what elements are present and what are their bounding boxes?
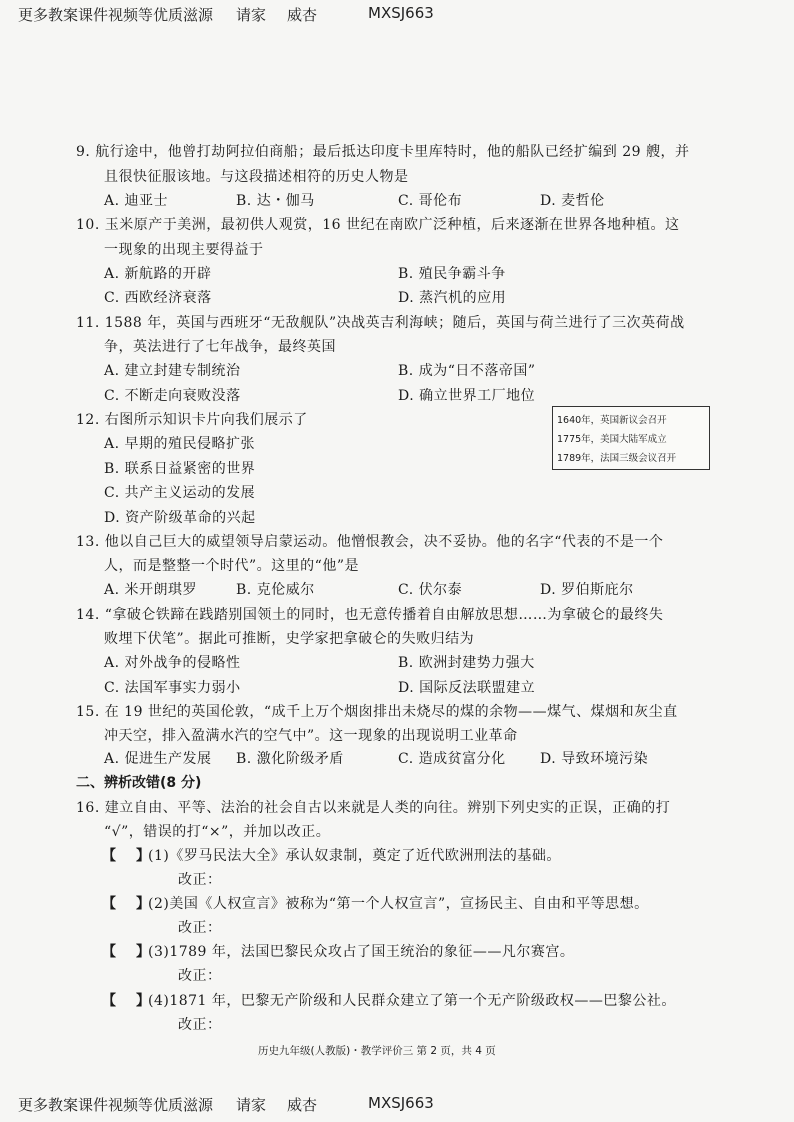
card-line-1: 1640年，英国新议会召开 (557, 415, 667, 426)
question-14-line-2: 败埋下伏笔”。据此可推断，史学家把拿破仑的失败归结为 (104, 631, 475, 647)
q14-option-a: A. 对外战争的侵略性 (104, 655, 241, 671)
q13-option-b: B. 克伦威尔 (236, 582, 315, 598)
banner-name: 威杏 (287, 1096, 318, 1114)
q9-option-d: D. 麦哲伦 (540, 193, 605, 209)
question-13-line-2: 人，而是整整一个时代”。这里的“他”是 (104, 558, 359, 574)
answer-bracket-open-2[interactable]: 【 (102, 896, 117, 912)
question-16-line-2: “√”，错误的打“×”，并加以改正。 (104, 824, 331, 840)
q11-option-b: B. 成为“日不落帝国” (398, 363, 536, 379)
question-16-line-1: 16. 建立自由、平等、法治的社会自古以来就是人类的向往。辨别下列史实的正误，正确的打 (76, 800, 671, 816)
banner-invite: 请家 (236, 1096, 267, 1114)
q11-option-d: D. 确立世界工厂地位 (398, 388, 536, 404)
question-10-line-1: 10. 玉米原产于美洲，最初供人观赏，16 世纪在南欧广泛种植，后来逐渐在世界各地种植。这 (76, 217, 680, 233)
statement-2: (2)美国《人权宣言》被称为“第一个人权宣言”，宣扬民主、自由和平等思想。 (148, 896, 649, 912)
statement-1: (1)《罗马民法大全》承认奴隶制，奠定了近代欧洲刑法的基础。 (148, 848, 561, 864)
banner-text: 更多教案课件视频等优质滋源 (18, 6, 214, 24)
q9-option-c: C. 哥伦布 (398, 193, 463, 209)
card-line-3: 1789年，法国三级会议召开 (557, 453, 677, 464)
statement-3: (3)1789 年，法国巴黎民众攻占了国王统治的象征——凡尔赛宫。 (148, 944, 575, 960)
q9-option-b: B. 达・伽马 (236, 193, 315, 209)
question-9-line-2: 且很快征服该地。与这段描述相符的历史人物是 (104, 169, 409, 185)
question-12-line-1: 12. 右图所示知识卡片向我们展示了 (76, 412, 308, 428)
q15-option-a: A. 促进生产发展 (104, 751, 212, 767)
question-15-line-2: 冲天空，排入盈满水汽的空气中”。这一现象的出现说明工业革命 (104, 728, 518, 744)
q10-option-c: C. 西欧经济衰落 (104, 290, 212, 306)
q13-option-d: D. 罗伯斯庇尔 (540, 582, 634, 598)
q14-option-c: C. 法国军事实力弱小 (104, 680, 241, 696)
question-9-line-1: 9. 航行途中，他曾打劫阿拉伯商船；最后抵达印度卡里库特时，他的船队已经扩编到 29 艘，并 (76, 144, 690, 160)
q12-option-d: D. 资产阶级革命的兴起 (104, 510, 256, 526)
q15-option-b: B. 激化阶级矛盾 (236, 751, 344, 767)
q14-option-b: B. 欧洲封建势力强大 (398, 655, 535, 671)
statement-4: (4)1871 年，巴黎无产阶级和人民群众建立了第一个无产阶级政权——巴黎公社。 (148, 993, 676, 1009)
answer-bracket-open-1[interactable]: 【 (102, 848, 117, 864)
card-line-2: 1775年，美国大陆军成立 (557, 434, 667, 445)
q12-option-a: A. 早期的殖民侵略扩张 (104, 436, 256, 452)
q13-option-a: A. 米开朗琪罗 (104, 582, 198, 598)
knowledge-card (552, 406, 710, 470)
correction-label-4: 改正： (178, 1017, 222, 1033)
banner-text: 更多教案课件视频等优质滋源 (18, 1096, 214, 1114)
q13-option-c: C. 伏尔泰 (398, 582, 463, 598)
q12-option-b: B. 联系日益紧密的世界 (104, 461, 256, 477)
correction-label-1: 改正： (178, 872, 222, 888)
q15-option-c: C. 造成贫富分化 (398, 751, 506, 767)
question-11-line-2: 争，英法进行了七年战争，最终英国 (104, 339, 336, 355)
q12-option-c: C. 共产主义运动的发展 (104, 485, 256, 501)
answer-bracket-close-2: 】 (136, 896, 151, 912)
question-14-line-1: 14. “拿破仑铁蹄在践踏别国领土的同时，也无意传播着自由解放思想……为拿破仑的最终失 (76, 607, 664, 623)
section-2-title: 二、辨析改错(8 分) (76, 775, 202, 791)
correction-label-3: 改正： (178, 968, 222, 984)
answer-bracket-open-4[interactable]: 【 (102, 993, 117, 1009)
correction-label-2: 改正： (178, 920, 222, 936)
page-footer: 历史九年级(人教版)・教学评价三 第 2 页，共 4 页 (258, 1045, 496, 1057)
q9-option-a: A. 迪亚士 (104, 193, 169, 209)
q11-option-a: A. 建立封建专制统治 (104, 363, 241, 379)
q14-option-d: D. 国际反法联盟建立 (398, 680, 536, 696)
answer-bracket-close-4: 】 (136, 993, 151, 1009)
question-15-line-1: 15. 在 19 世纪的英国伦敦，“成千上万个烟囱排出未烧尽的煤的余物——煤气、煤烟和灰尘直 (76, 704, 678, 720)
top-banner (0, 0, 794, 26)
question-13-line-1: 13. 他以自己巨大的威望领导启蒙运动。他憎恨教会，决不妥协。他的名字“代表的不是一个 (76, 534, 664, 550)
question-10-line-2: 一现象的出现主要得益于 (104, 242, 264, 258)
answer-bracket-close-1: 】 (136, 848, 151, 864)
banner-name: 威杏 (287, 6, 318, 24)
question-11-line-1: 11. 1588 年，英国与西班牙“无敌舰队”决战英吉利海峡；随后，英国与荷兰进行了三次英荷战 (76, 315, 685, 331)
q11-option-c: C. 不断走向衰败没落 (104, 388, 241, 404)
answer-bracket-close-3: 】 (136, 944, 151, 960)
q10-option-a: A. 新航路的开辟 (104, 266, 212, 282)
answer-bracket-open-3[interactable]: 【 (102, 944, 117, 960)
q10-option-d: D. 蒸汽机的应用 (398, 290, 507, 306)
bottom-banner (0, 1090, 794, 1116)
banner-invite: 请家 (236, 6, 267, 24)
banner-code: MXSJ663 (368, 4, 434, 22)
banner-code: MXSJ663 (368, 1094, 434, 1112)
q15-option-d: D. 导致环境污染 (540, 751, 649, 767)
q10-option-b: B. 殖民争霸斗争 (398, 266, 506, 282)
